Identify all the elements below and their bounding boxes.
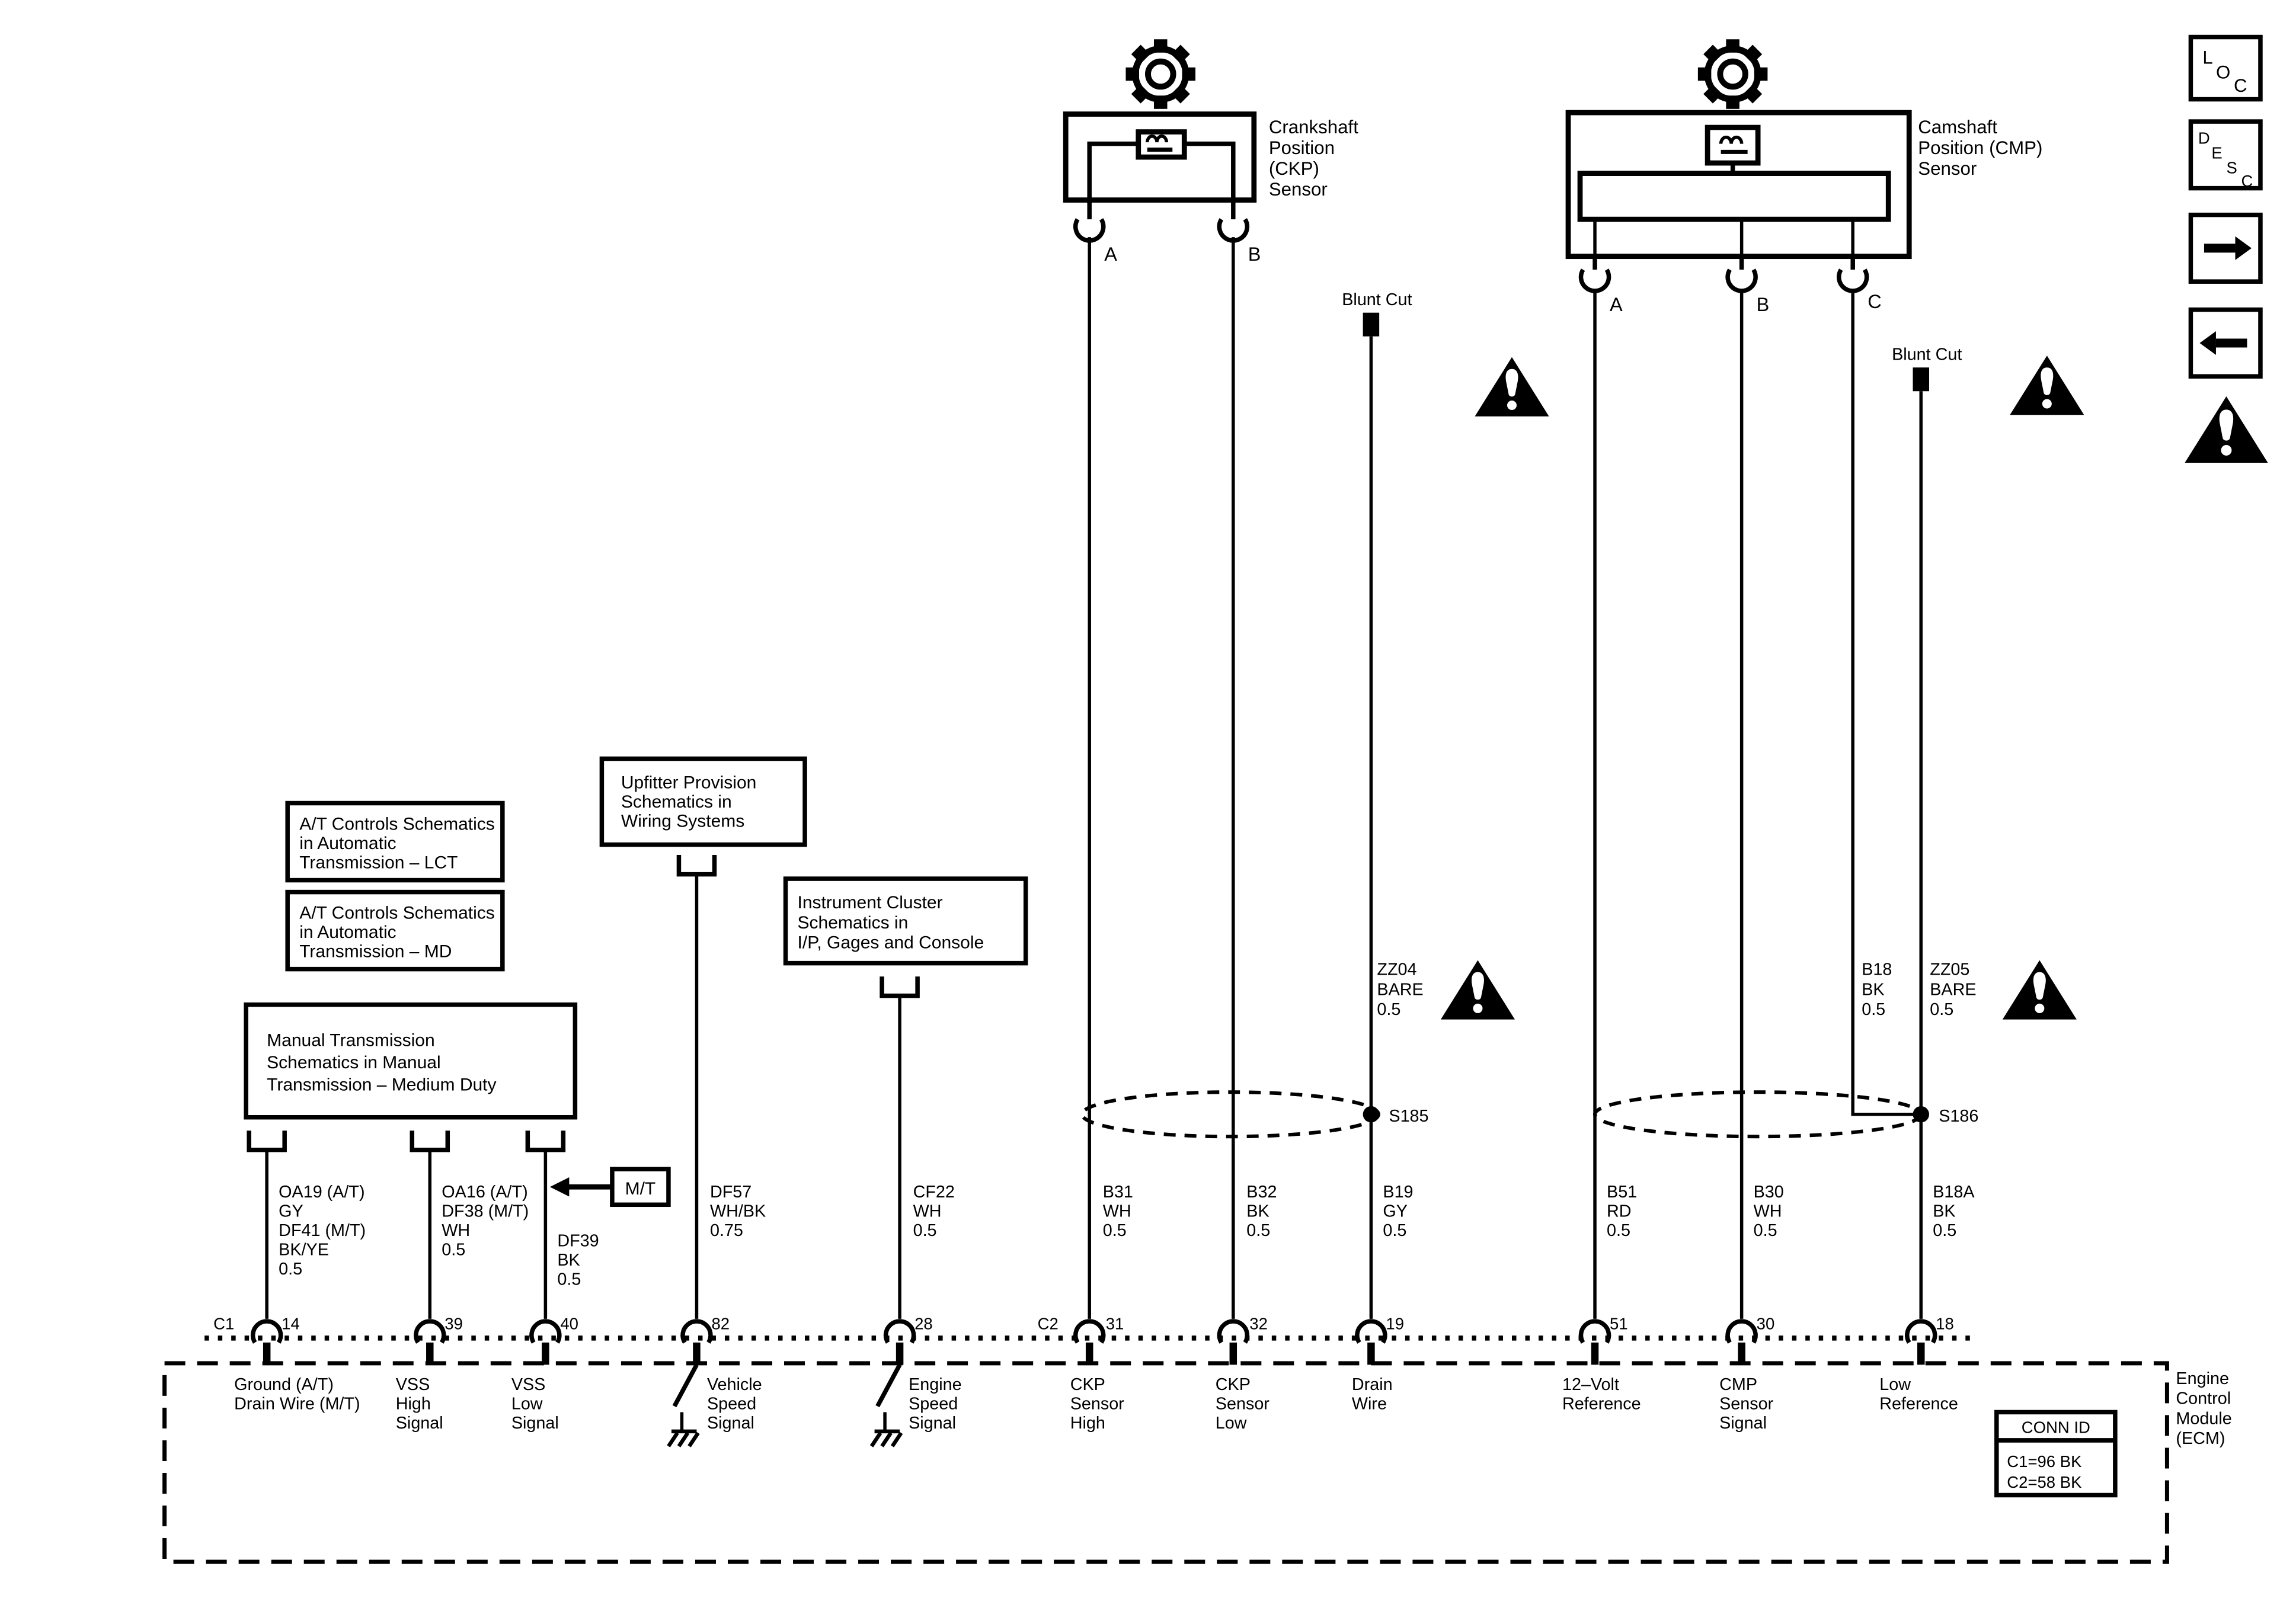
svg-text:DF38 (M/T): DF38 (M/T) <box>442 1202 529 1221</box>
cmp-sensor <box>1568 39 2042 315</box>
svg-text:0.5: 0.5 <box>1753 1221 1777 1240</box>
cmp-sensor-label <box>1918 117 2042 179</box>
svg-text:Drain Wire (M/T): Drain Wire (M/T) <box>234 1394 360 1414</box>
cmp-element-box <box>1707 127 1758 163</box>
svg-text:0.5: 0.5 <box>1102 1221 1127 1240</box>
svg-text:Sensor: Sensor <box>1215 1394 1269 1414</box>
desc-letter-e: E <box>2211 143 2223 162</box>
ref-box-at-md[interactable] <box>287 892 503 969</box>
svg-text:Reference: Reference <box>1879 1394 1958 1414</box>
arrow-left-icon <box>550 1177 570 1197</box>
cmp-pin-b-letter: B <box>1756 294 1770 316</box>
svg-text:Signal: Signal <box>909 1413 957 1433</box>
svg-text:Wire: Wire <box>1351 1394 1387 1414</box>
svg-text:I/P, Gages and Console: I/P, Gages and Console <box>797 933 984 953</box>
wire-label-18 <box>1933 1183 1975 1240</box>
desc-button[interactable] <box>2191 121 2260 190</box>
svg-text:Module: Module <box>2176 1409 2232 1429</box>
svg-text:CKP: CKP <box>1070 1375 1105 1394</box>
svg-text:in Automatic: in Automatic <box>299 923 396 943</box>
svg-text:OA19 (A/T): OA19 (A/T) <box>279 1182 365 1202</box>
svg-text:Ground (A/T): Ground (A/T) <box>234 1375 334 1394</box>
svg-text:GY: GY <box>1383 1202 1408 1221</box>
svg-text:Transmission – MD: Transmission – MD <box>299 941 452 962</box>
splice-dot-s186 <box>1913 1106 1929 1123</box>
conn-id-title: CONN ID <box>2021 1418 2090 1437</box>
svg-text:82: 82 <box>711 1314 730 1333</box>
wire-label-39 <box>442 1183 529 1260</box>
svg-text:B51: B51 <box>1607 1182 1638 1202</box>
wire-label-28 <box>913 1183 955 1240</box>
page-connector <box>412 1130 447 1150</box>
conn-id-row: C2=58 BK <box>2007 1472 2082 1491</box>
cmp-pin-c-connector <box>1839 270 1867 291</box>
svg-text:WH: WH <box>1102 1202 1131 1221</box>
desc-letter-s: S <box>2226 158 2237 177</box>
svg-text:0.5: 0.5 <box>1933 1221 1957 1240</box>
ecm-border <box>165 1363 2167 1562</box>
svg-text:Transmission – LCT: Transmission – LCT <box>299 853 458 873</box>
ref-box-instrument-cluster[interactable] <box>786 879 1026 963</box>
svg-text:Speed: Speed <box>909 1394 958 1414</box>
svg-text:RD: RD <box>1607 1202 1632 1221</box>
svg-text:0.5: 0.5 <box>557 1270 581 1289</box>
splice-label-s186: S186 <box>1939 1107 1979 1126</box>
cmp-pin-a-connector <box>1581 270 1609 291</box>
desc-letter-d: D <box>2198 129 2210 148</box>
page-connector <box>679 855 714 875</box>
svg-text:0.5: 0.5 <box>279 1259 303 1279</box>
cmp-pin-a-letter: A <box>1610 294 1623 316</box>
svg-text:30: 30 <box>1756 1314 1775 1333</box>
loc-letter-o: O <box>2215 62 2231 83</box>
svg-text:0.5: 0.5 <box>913 1221 937 1240</box>
svg-text:ZZ04: ZZ04 <box>1377 960 1417 979</box>
loc-letter-l: L <box>2202 47 2213 68</box>
svg-text:WH: WH <box>913 1202 942 1221</box>
svg-text:40: 40 <box>560 1314 578 1333</box>
svg-text:B31: B31 <box>1102 1182 1133 1202</box>
gear-icon <box>1125 39 1195 109</box>
svg-text:0.5: 0.5 <box>442 1240 466 1260</box>
svg-text:Signal: Signal <box>395 1413 443 1433</box>
ecm-pin-terminals <box>253 1321 1935 1365</box>
svg-text:14: 14 <box>282 1314 300 1333</box>
back-button[interactable] <box>2191 310 2260 377</box>
svg-text:32: 32 <box>1249 1314 1268 1333</box>
forward-button[interactable] <box>2191 215 2260 282</box>
ckp-blunt-cut <box>1342 290 1412 1319</box>
svg-text:Sensor: Sensor <box>1719 1394 1774 1414</box>
svg-text:OA16 (A/T): OA16 (A/T) <box>442 1182 528 1202</box>
svg-text:51: 51 <box>1610 1314 1628 1333</box>
ecm-label <box>2176 1369 2231 1448</box>
blunt-cut-label: Blunt Cut <box>1342 290 1412 310</box>
loc-button[interactable] <box>2191 37 2260 100</box>
arrow-right-icon <box>2204 236 2252 260</box>
caution-icon-ckp-shield <box>1441 960 1515 1020</box>
svg-text:Schematics in Manual: Schematics in Manual <box>267 1053 441 1073</box>
wire-label-30 <box>1754 1183 1784 1240</box>
blunt-cut-icon <box>1363 313 1380 337</box>
chassis-ground-icon <box>872 1431 901 1446</box>
svg-text:Wiring Systems: Wiring Systems <box>621 811 745 831</box>
gear-icon <box>1698 39 1768 109</box>
blunt-cut-label: Blunt Cut <box>1892 345 1962 364</box>
svg-text:Schematics in: Schematics in <box>621 792 732 812</box>
svg-text:0.5: 0.5 <box>1862 1000 1886 1020</box>
svg-text:in Automatic: in Automatic <box>299 834 396 854</box>
svg-text:Sensor: Sensor <box>1070 1394 1124 1414</box>
svg-text:Engine: Engine <box>2176 1369 2229 1388</box>
svg-text:DF41 (M/T): DF41 (M/T) <box>279 1221 366 1240</box>
svg-text:BARE: BARE <box>1930 980 1977 1000</box>
svg-text:Camshaft: Camshaft <box>1918 117 1997 138</box>
svg-text:Low: Low <box>1879 1375 1911 1394</box>
icon-panel <box>2185 37 2268 463</box>
page-connector <box>527 1130 563 1150</box>
svg-text:VSS: VSS <box>395 1375 430 1394</box>
mt-callout <box>550 1169 669 1205</box>
ref-box-upfitter[interactable] <box>602 758 805 844</box>
svg-text:B32: B32 <box>1246 1182 1277 1202</box>
cmp-blunt-cut <box>1892 345 1962 1319</box>
svg-text:18: 18 <box>1936 1314 1954 1333</box>
svg-text:Drain: Drain <box>1351 1375 1393 1394</box>
wire-label-31 <box>1103 1183 1133 1240</box>
wire-label-32 <box>1246 1183 1277 1240</box>
ref-box-at-lct[interactable] <box>287 803 503 880</box>
cmp-pin-b-connector <box>1728 270 1755 291</box>
svg-text:High: High <box>1070 1413 1105 1433</box>
svg-text:Position: Position <box>1268 137 1335 159</box>
svg-text:Position (CMP): Position (CMP) <box>1918 137 2043 159</box>
svg-text:VSS: VSS <box>511 1375 546 1394</box>
caution-icon-cmp-shield <box>2003 960 2077 1020</box>
svg-text:WH: WH <box>442 1221 471 1240</box>
svg-text:DF39: DF39 <box>557 1231 599 1251</box>
svg-text:0.5: 0.5 <box>1930 1000 1954 1020</box>
loc-letter-c: C <box>2233 75 2247 97</box>
shield-ellipse-ckp <box>1082 1092 1379 1136</box>
shield-label-zz04 <box>1377 960 1423 1020</box>
svg-text:B18A: B18A <box>1933 1182 1975 1202</box>
svg-text:(CKP): (CKP) <box>1268 158 1319 180</box>
arrow-left-icon <box>2199 331 2247 355</box>
svg-text:Control: Control <box>2176 1389 2231 1408</box>
cmp-pin-c-letter: C <box>1868 291 1882 313</box>
svg-text:Low: Low <box>511 1394 543 1414</box>
svg-text:31: 31 <box>1105 1314 1124 1333</box>
wire-label-51 <box>1607 1183 1637 1240</box>
svg-text:BK: BK <box>1933 1202 1956 1221</box>
caution-icon <box>2185 396 2268 463</box>
wire-label-40 <box>557 1231 599 1289</box>
conn-id-row: C1=96 BK <box>2007 1452 2082 1471</box>
svg-text:ZZ05: ZZ05 <box>1930 960 1970 979</box>
svg-text:BK: BK <box>1862 980 1885 1000</box>
svg-text:GY: GY <box>279 1202 303 1221</box>
svg-text:CMP: CMP <box>1719 1375 1758 1394</box>
splice-label-s185: S185 <box>1389 1107 1429 1126</box>
wire-label-14 <box>279 1183 366 1279</box>
svg-text:0.5: 0.5 <box>1377 1000 1401 1020</box>
ckp-sensor-label <box>1269 117 1358 200</box>
svg-text:WH/BK: WH/BK <box>709 1202 766 1221</box>
ckp-pin-a-letter: A <box>1104 244 1117 265</box>
svg-text:Sensor: Sensor <box>1268 179 1328 200</box>
svg-text:B18: B18 <box>1862 960 1892 979</box>
svg-text:B30: B30 <box>1753 1182 1784 1202</box>
conn-id-box <box>1997 1412 2115 1495</box>
svg-text:Crankshaft: Crankshaft <box>1268 117 1358 138</box>
svg-text:Transmission – Medium Duty: Transmission – Medium Duty <box>267 1075 497 1095</box>
ckp-sensor <box>1066 39 1358 265</box>
svg-text:Upfitter Provision: Upfitter Provision <box>621 773 757 793</box>
shield-label-zz05 <box>1930 960 1976 1020</box>
svg-text:CKP: CKP <box>1215 1375 1251 1394</box>
svg-text:Signal: Signal <box>511 1413 559 1433</box>
mt-label: M/T <box>625 1178 656 1199</box>
svg-text:Engine: Engine <box>909 1375 962 1394</box>
svg-text:High: High <box>395 1394 431 1414</box>
svg-text:DF57: DF57 <box>709 1182 752 1202</box>
shield-label-b18 <box>1862 960 1892 1020</box>
svg-text:Vehicle: Vehicle <box>706 1375 762 1394</box>
svg-text:Speed: Speed <box>706 1394 757 1414</box>
wire-label-82 <box>710 1183 766 1240</box>
blunt-cut-icon <box>1913 367 1929 391</box>
desc-letter-c: C <box>2241 172 2253 191</box>
connector-id-c2: C2 <box>1037 1314 1059 1333</box>
ref-box-manual-transmission[interactable] <box>246 1005 575 1117</box>
caution-icon-cmp-top <box>2010 355 2084 415</box>
svg-text:BK: BK <box>1246 1202 1269 1221</box>
svg-text:28: 28 <box>914 1314 933 1333</box>
svg-text:BARE: BARE <box>1377 980 1424 1000</box>
svg-text:BK/YE: BK/YE <box>279 1240 329 1260</box>
wire-label-19 <box>1383 1183 1413 1240</box>
svg-text:39: 39 <box>445 1314 463 1333</box>
svg-text:Signal: Signal <box>1719 1413 1767 1433</box>
svg-text:Manual Transmission: Manual Transmission <box>267 1030 435 1050</box>
svg-text:BK: BK <box>557 1250 580 1270</box>
page-connector <box>882 976 917 996</box>
caution-icon-ckp-top <box>1475 357 1549 417</box>
chassis-ground-icon <box>669 1431 698 1446</box>
svg-text:CF22: CF22 <box>913 1182 955 1202</box>
svg-text:0.5: 0.5 <box>1383 1221 1407 1240</box>
svg-text:Instrument Cluster: Instrument Cluster <box>797 893 943 913</box>
svg-text:A/T Controls Schematics: A/T Controls Schematics <box>299 903 495 923</box>
cmp-internal-box <box>1580 174 1888 220</box>
svg-text:Reference: Reference <box>1562 1394 1641 1414</box>
ecm-function-labels <box>234 1375 1958 1433</box>
svg-text:WH: WH <box>1753 1202 1782 1221</box>
svg-text:A/T Controls Schematics: A/T Controls Schematics <box>299 814 495 834</box>
svg-text:Schematics in: Schematics in <box>797 912 909 933</box>
page-connector <box>249 1130 284 1150</box>
svg-text:0.5: 0.5 <box>1246 1221 1271 1240</box>
svg-text:0.5: 0.5 <box>1607 1221 1631 1240</box>
svg-text:Signal: Signal <box>706 1413 754 1433</box>
svg-text:19: 19 <box>1386 1314 1404 1333</box>
svg-text:Sensor: Sensor <box>1918 158 1977 180</box>
svg-text:B19: B19 <box>1383 1182 1414 1202</box>
engine-speed-switch <box>872 1365 901 1446</box>
svg-text:12–Volt: 12–Volt <box>1562 1375 1619 1394</box>
svg-text:0.75: 0.75 <box>709 1221 743 1240</box>
svg-text:Low: Low <box>1215 1413 1247 1433</box>
svg-text:(ECM): (ECM) <box>2176 1429 2225 1449</box>
splice-dot-s185 <box>1363 1106 1380 1123</box>
vehicle-speed-switch <box>669 1365 698 1446</box>
ckp-pin-b-letter: B <box>1248 244 1261 265</box>
connector-id-c1: C1 <box>213 1314 235 1333</box>
